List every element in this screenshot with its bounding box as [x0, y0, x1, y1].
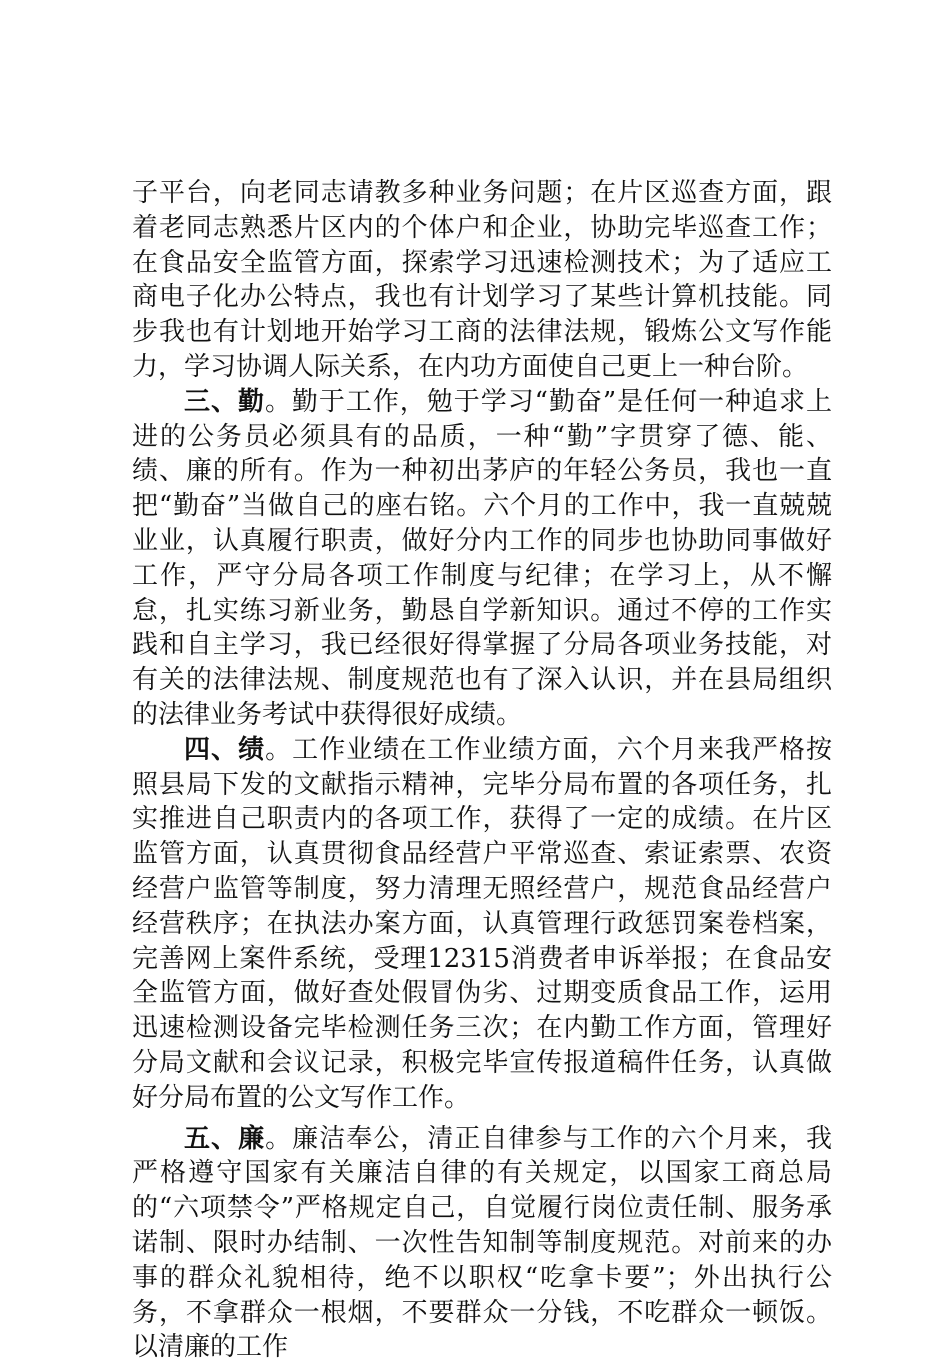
paragraph-continuation — [132, 176, 832, 385]
paragraph-text: 子平台，向老同志请教多种业务问题；在片区巡查方面，跟着老同志熟悉片区内的个体户和企业，协助完毕巡查工作；在食品安全监管方面，探索学习迅速检测技术；为了适应工商电子化办公特点，我也有计划学习了某些计算机技能。同步我也有计划地开始学习工商的法律法规，锻炼公文写作能力，学习协调人际关系，在内功方面使自己更上一种台阶。 — [132, 178, 832, 382]
document-page — [132, 176, 832, 1365]
paragraph-text: 。勤于工作，勉于学习“勤奋”是任何一种追求上进的公务员必须具有的品质，一种“勤”字贯穿了德、能、绩、廉的所有。作为一种初出茅庐的年轻公务员，我也一直把“勤奋”当做自己的座右铭。六个月的工作中，我一直兢兢业业，认真履行职责，做好分内工作的同步也协助同事做好工作，严守分局各项工作制度与纪律；在学习上，从不懈怠，扎实练习新业务，勤恳自学新知识。通过不停的工作实践和自主学习，我已经很好得掌握了分局各项业务技能，对有关的法律法规、制度规范也有了深入认识，并在县局组织的法律业务考试中获得很好成绩。 — [132, 386, 832, 730]
section-heading: 三、勤 — [184, 386, 265, 417]
paragraph-diligence — [132, 385, 832, 733]
paragraph-text: 。廉洁奉公，清正自律参与工作的六个月来，我严格遵守国家有关廉洁自律的有关规定，以国家工商总局的“六项禁令”严格规定自己，自觉履行岗位责任制、服务承诺制、限时办结制、一次性告知制等制度规范。对前来的办事的群众礼貌相待，绝不以职权“吃拿卡要”；外出执行公务，不拿群众一根烟，不要群众一分钱，不吃群众一顿饭。以清廉的工作 — [132, 1123, 832, 1363]
section-heading: 四、绩 — [184, 734, 266, 765]
paragraph-performance — [132, 733, 832, 1116]
section-heading: 五、廉 — [184, 1123, 266, 1154]
paragraph-integrity — [132, 1122, 832, 1365]
paragraph-text: 。工作业绩在工作业绩方面，六个月来我严格按照县局下发的文献指示精神，完毕分局布置的各项任务，扎实推进自己职责内的各项工作，获得了一定的成绩。在片区监管方面，认真贯彻食品经营户平常巡查、索证索票、农资经营户监管等制度，努力清理无照经营户，规范食品经营户经营秩序；在执法办案方面，认真管理行政惩罚案卷档案，完善网上案件系统，受理12315消费者申诉举报；在食品安全监管方面，做好查处假冒伪劣、过期变质食品工作，运用迅速检测设备完毕检测任务三次；在内勤工作方面，管理好分局文献和会议记录，积极完毕宣传报道稿件任务，认真做好分局布置的公文写作工作。 — [132, 734, 832, 1113]
